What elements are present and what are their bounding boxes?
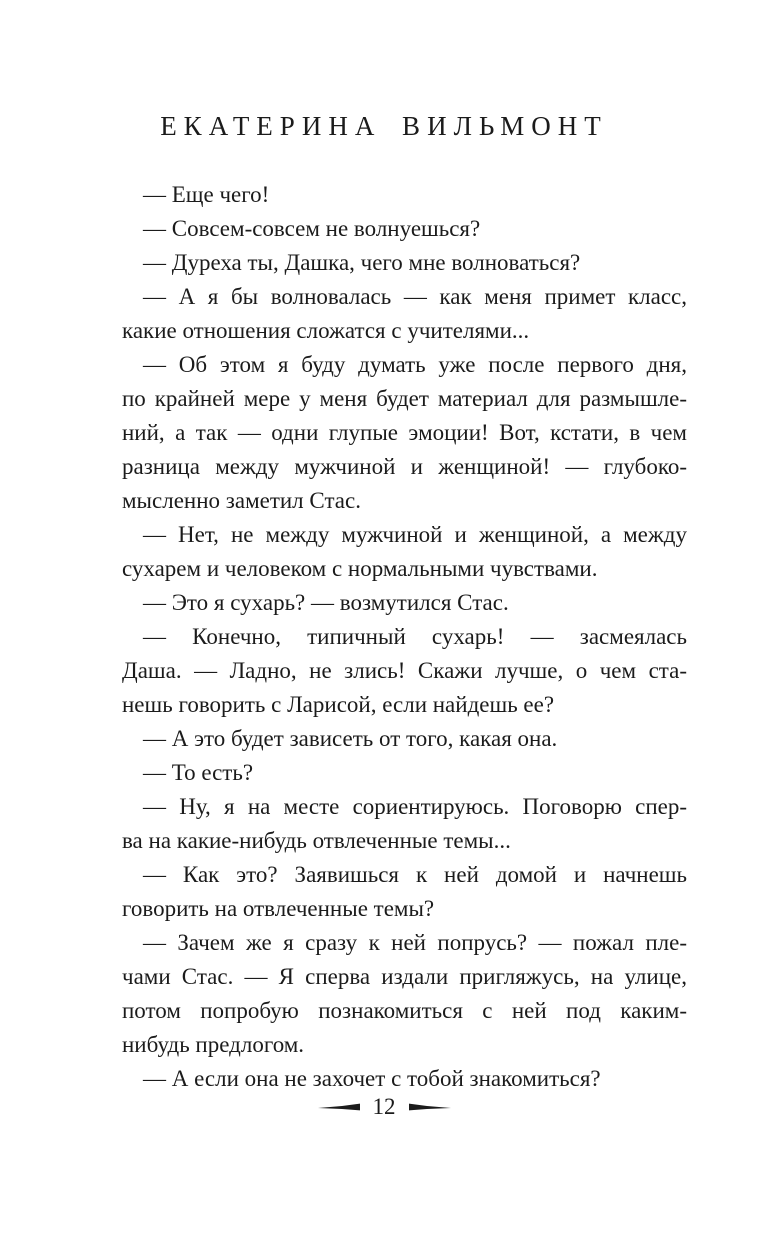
text-line: — Ну, я на месте сориентируюсь. Поговорю спер- bbox=[143, 794, 687, 819]
page-footer bbox=[0, 1091, 768, 1123]
paragraph bbox=[122, 858, 687, 926]
paragraph bbox=[122, 280, 687, 348]
paragraph bbox=[122, 926, 687, 1062]
text-line: — А я бы волновалась — как меня примет класс, bbox=[143, 284, 687, 309]
text-line: — Об этом я буду думать уже после первого дня, bbox=[143, 352, 687, 377]
text-line: — Нет, не между мужчиной и женщиной, а между bbox=[143, 522, 687, 547]
text-line: — Конечно, типичный сухарь! — засмеялась bbox=[143, 624, 687, 649]
text-line: нешь говорить с Ларисой, если найдешь ее? bbox=[122, 692, 555, 717]
text-line: потом попробую познакомиться с ней под каким- bbox=[122, 998, 687, 1023]
text-line: — Зачем же я сразу к ней попрусь? — пожал пле- bbox=[143, 930, 687, 955]
text-line: мысленно заметил Стас. bbox=[122, 488, 361, 513]
author-header: ЕКАТЕРИНА ВИЛЬМОНТ bbox=[160, 111, 608, 141]
text-line: — Еще чего! bbox=[143, 182, 270, 207]
paragraph bbox=[122, 620, 687, 722]
text-line: — Это я сухарь? — возмутился Стас. bbox=[143, 590, 509, 615]
paragraph bbox=[122, 246, 687, 280]
text-line: — А если она не захочет с тобой знакомиться? bbox=[143, 1066, 601, 1091]
paragraph bbox=[122, 178, 687, 212]
text-line: говорить на отвлеченные темы? bbox=[122, 896, 435, 921]
text-line: — А это будет зависеть от того, какая она. bbox=[143, 726, 558, 751]
text-line: сухарем и человеком с нормальными чувствами. bbox=[122, 556, 598, 581]
text-line: — То есть? bbox=[143, 760, 254, 785]
text-body bbox=[122, 178, 687, 1096]
text-line: разница между мужчиной и женщиной! — глубоко- bbox=[122, 454, 687, 479]
paragraph bbox=[122, 518, 687, 586]
paragraph bbox=[122, 586, 687, 620]
paragraph bbox=[122, 722, 687, 756]
page-number-ornament-right-icon bbox=[409, 1102, 451, 1112]
paragraph bbox=[122, 790, 687, 858]
text-line: ва на какие-нибудь отвлеченные темы... bbox=[122, 828, 511, 853]
text-line: — Как это? Заявишься к ней домой и начнешь bbox=[143, 862, 687, 887]
text-line: — Совсем-совсем не волнуешься? bbox=[143, 216, 481, 241]
text-line: ний, а так — одни глупые эмоции! Вот, кстати, в чем bbox=[122, 420, 687, 445]
text-line: нибудь предлогом. bbox=[122, 1032, 305, 1057]
text-line: какие отношения сложатся с учителями... bbox=[122, 318, 530, 343]
page-number-ornament-left-icon bbox=[318, 1102, 360, 1112]
text-line: — Дуреха ты, Дашка, чего мне волноваться? bbox=[143, 250, 581, 275]
paragraph bbox=[122, 212, 687, 246]
page-number: 12 bbox=[372, 1094, 396, 1119]
text-line: по крайней мере у меня будет материал для размышле- bbox=[122, 386, 687, 411]
text-line: чами Стас. — Я сперва издали пригляжусь, на улице, bbox=[122, 964, 687, 989]
paragraph bbox=[122, 348, 687, 518]
paragraph bbox=[122, 756, 687, 790]
text-line: Даша. — Ладно, не злись! Скажи лучше, о чем ста- bbox=[122, 658, 687, 683]
